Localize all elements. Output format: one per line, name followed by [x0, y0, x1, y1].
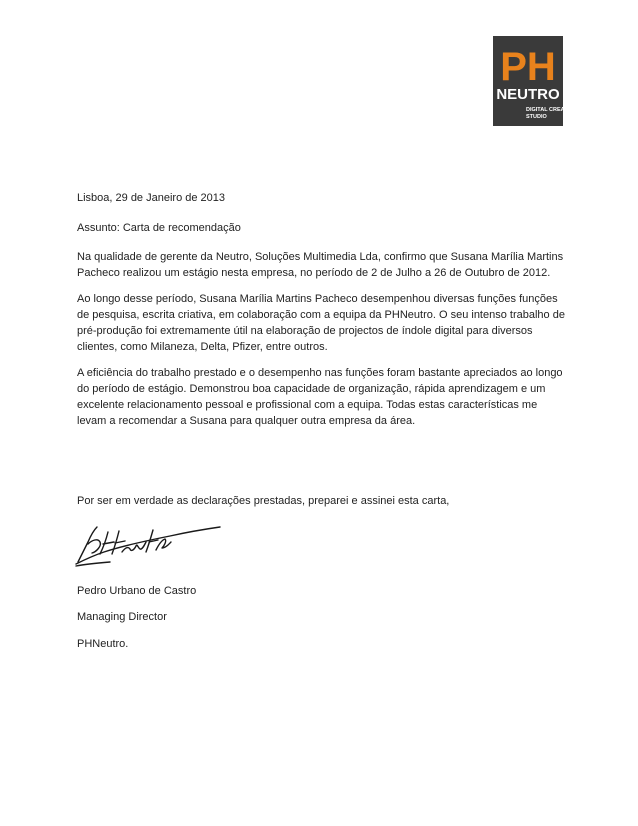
subject-line: Assunto: Carta de recomendação	[77, 222, 241, 234]
paragraph-2: Ao longo desse período, Susana Marília Martins Pacheco desempenhou diversas funções funções de pesquisa, escrita criativa, em colaboração com a equipa da PHNeutro. O seu intenso trabalho de pré-produção foi extremamente útil na elaboração de projectos de índole digital para diversos clientes, como Milaneza, Delta, Pfizer, entre outros.	[77, 293, 565, 353]
logo-tagline-1: DIGITAL CREATIVE	[526, 107, 577, 113]
handwritten-signature	[70, 522, 222, 568]
paragraph-1: Na qualidade de gerente da Neutro, Soluções Multimedia Lda, confirmo que Susana Marília Martins Pacheco realizou um estágio nesta empresa, no período de 2 de Julho a 26 de Outubro de 2012.	[77, 251, 564, 279]
closing-line: Por ser em verdade as declarações prestadas, preparei e assinei esta carta,	[77, 495, 450, 507]
paragraph-3: A eficiência do trabalho prestado e o desempenho nas funções foram bastante apreciados ao longo do período de estágio. Demonstrou boa capacidade de organização, rápida aprendizagem e um excelente relacionamento pessoal e profissional com a equipa. Todas estas características me levam a recomendar a Susana para qualquer outra empresa da área.	[77, 367, 563, 427]
signer-name: Pedro Urbano de Castro	[77, 585, 197, 597]
signer-role: Managing Director	[77, 611, 167, 623]
logo-tagline-2: STUDIO	[526, 114, 547, 120]
date-line: Lisboa, 29 de Janeiro de 2013	[77, 192, 226, 204]
phneutro-logo	[493, 36, 577, 126]
signer-company: PHNeutro.	[77, 638, 129, 650]
logo-name-text: NEUTRO	[496, 86, 560, 103]
logo-brand-text: PH	[500, 45, 556, 89]
